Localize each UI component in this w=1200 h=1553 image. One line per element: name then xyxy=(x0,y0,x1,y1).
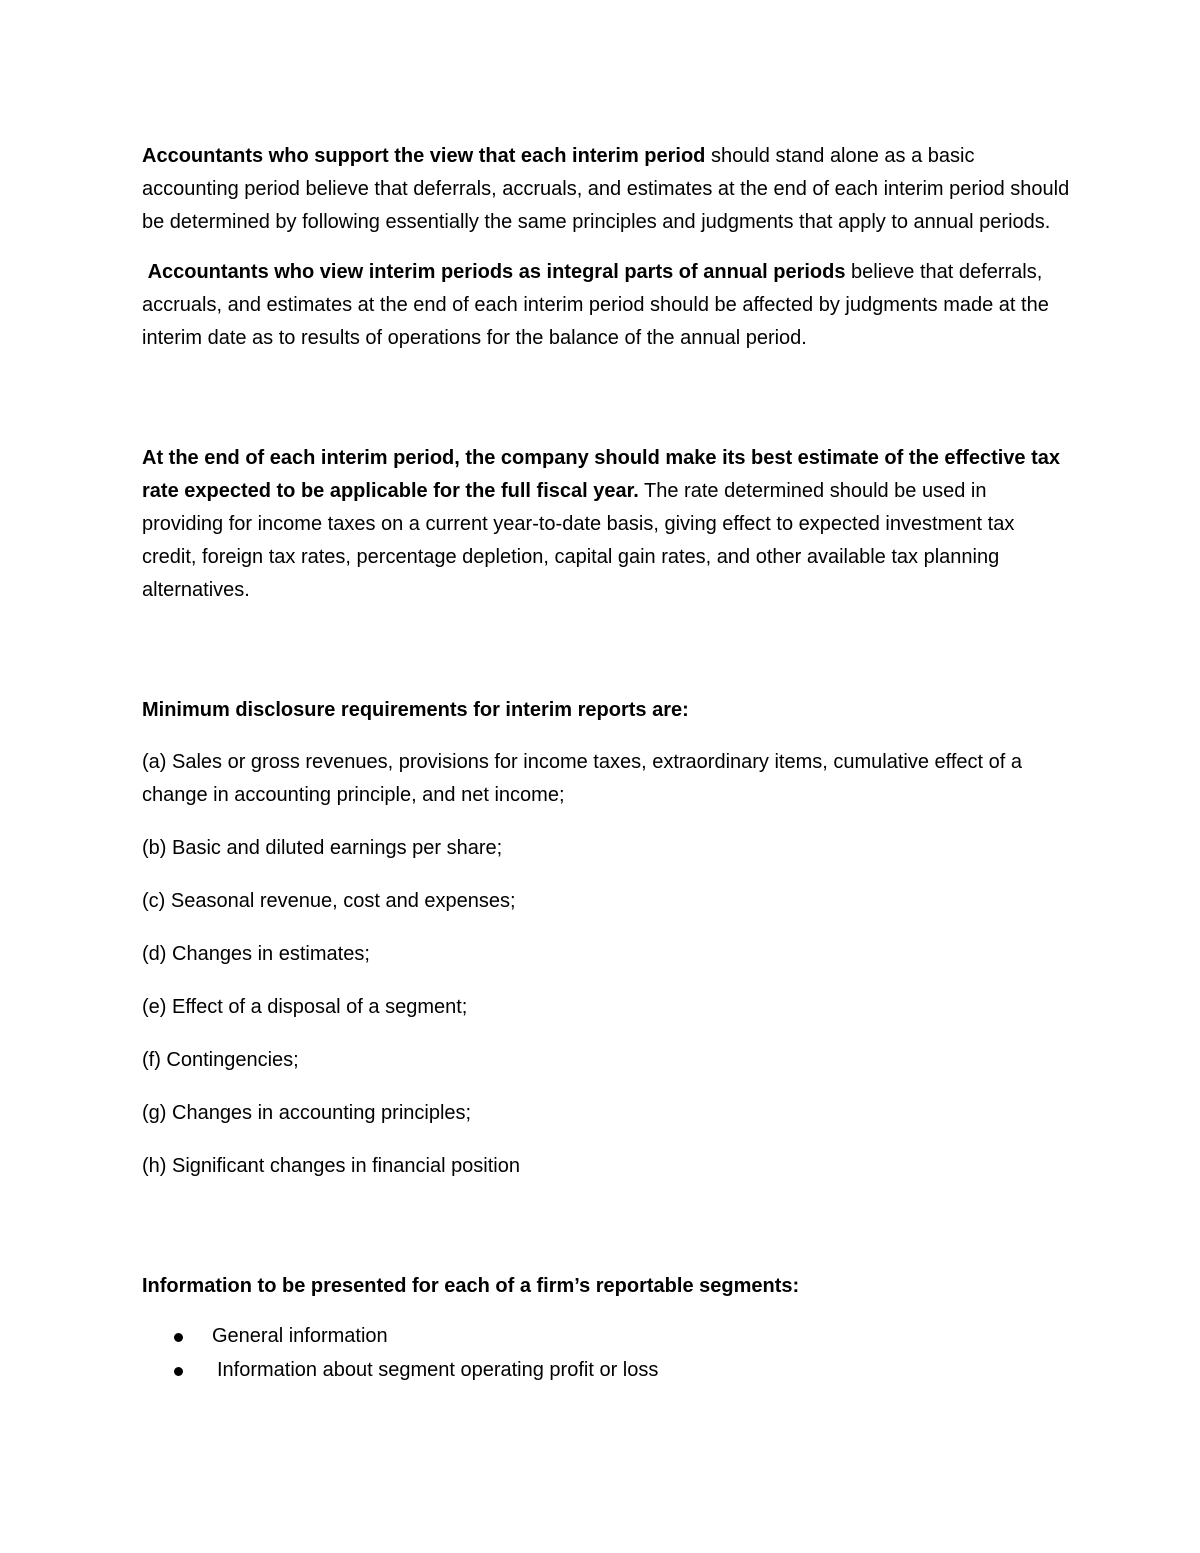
paragraph-tax-rate xyxy=(142,442,1072,607)
disclosure-item-b: (b) Basic and diluted earnings per share; xyxy=(142,837,503,859)
paragraph-bold-lead: Accountants who view interim periods as integral parts of annual periods xyxy=(147,261,846,283)
bullet-icon xyxy=(174,1367,183,1376)
paragraph-interim-standalone xyxy=(142,140,1072,239)
paragraph-interim-integral xyxy=(142,256,1072,355)
segments-bullet-list xyxy=(142,1320,1072,1388)
paragraph-text: should stand alone as a basic accounting period believe that deferrals, accruals, and estimates at the end of each interim period should be determined by following essentially the same principles and judgments that apply to annual periods. xyxy=(142,145,1070,233)
bullet-icon xyxy=(174,1333,183,1342)
bullet-item xyxy=(142,1354,1072,1388)
paragraph-text: The rate determined should be used in providing for income taxes on a current year-to-date basis, giving effect to expected investment tax credit, foreign tax rates, percentage depletion, capital gain rates, and other available tax planning alternatives. xyxy=(142,480,1015,601)
bullet-text: General information xyxy=(212,1325,388,1347)
disclosure-item-e: (e) Effect of a disposal of a segment; xyxy=(142,996,468,1018)
disclosure-item-g: (g) Changes in accounting principles; xyxy=(142,1102,472,1124)
paragraph-text: believe that deferrals, accruals, and estimates at the end of each interim period should be affected by judgments made at the interim date as to results of operations for the balance of the annual period. xyxy=(142,261,1049,349)
disclosure-item-a: (a) Sales or gross revenues, provisions for income taxes, extraordinary items, cumulative effect of a change in accounting principle, and net income; xyxy=(142,751,1023,806)
paragraph-bold-lead: At the end of each interim period, the company should make its best estimate of the effective tax rate expected to be applicable for the full fiscal year. xyxy=(142,447,1060,502)
disclosure-item-c: (c) Seasonal revenue, cost and expenses; xyxy=(142,890,516,912)
disclosure-item-h: (h) Significant changes in financial position xyxy=(142,1155,520,1177)
bullet-text: Information about segment operating profit or loss xyxy=(217,1359,659,1381)
disclosure-item-d: (d) Changes in estimates; xyxy=(142,943,370,965)
disclosure-list xyxy=(142,746,1072,1183)
disclosure-heading xyxy=(142,694,1072,727)
paragraph-bold-lead: Accountants who support the view that each interim period xyxy=(142,145,706,167)
document-body xyxy=(142,140,1072,1388)
disclosure-heading-text: Minimum disclosure requirements for interim reports are: xyxy=(142,699,689,721)
disclosure-item-f: (f) Contingencies; xyxy=(142,1049,299,1071)
segments-heading-text: Information to be presented for each of a firm’s reportable segments: xyxy=(142,1275,800,1297)
bullet-item xyxy=(142,1320,1072,1354)
segments-heading xyxy=(142,1270,1072,1303)
